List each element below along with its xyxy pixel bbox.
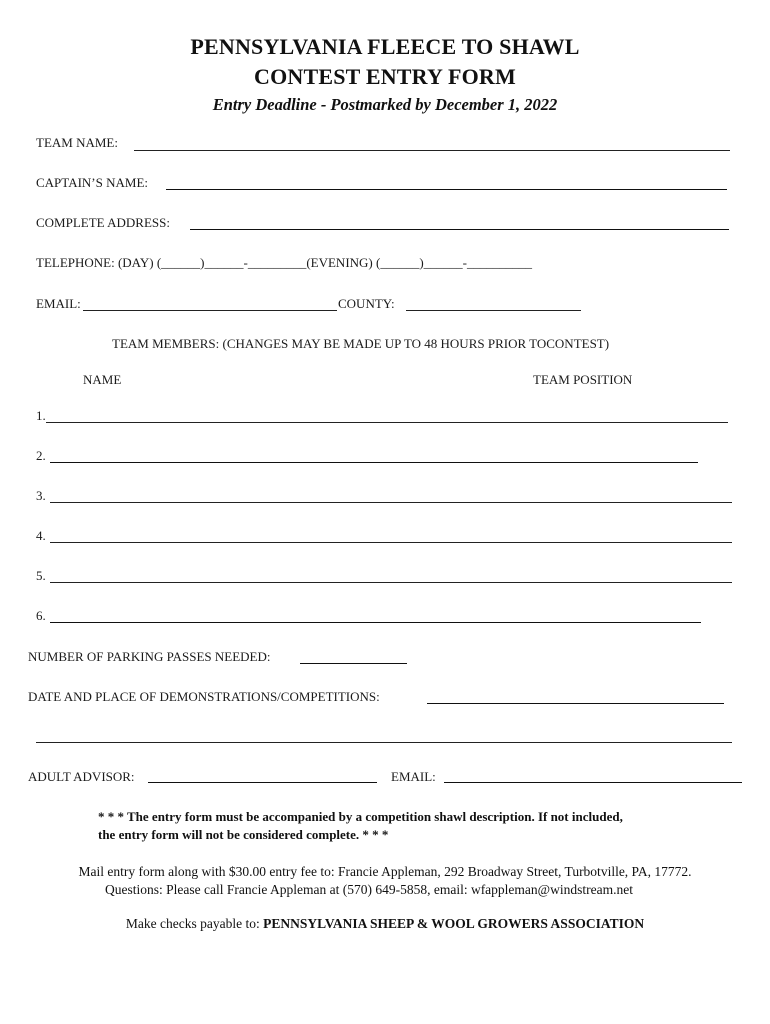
shawl-description-note-line1: * * * The entry form must be accompanied by a competition shawl description. If not included, (98, 809, 623, 824)
adult-advisor-label: ADULT ADVISOR: (28, 769, 135, 784)
date-place-field-continued[interactable] (36, 742, 732, 743)
member-row-field[interactable] (50, 502, 732, 503)
county-field[interactable] (406, 310, 581, 311)
captain-name-label: CAPTAIN’S NAME: (36, 175, 148, 190)
member-row-number: 2. (36, 448, 46, 463)
advisor-email-field[interactable] (444, 782, 742, 783)
date-place-field[interactable] (427, 703, 724, 704)
complete-address-field[interactable] (190, 229, 729, 230)
team-name-label: TEAM NAME: (36, 135, 118, 150)
member-row-number: 1. (36, 408, 46, 423)
member-row-field[interactable] (50, 542, 732, 543)
member-row-number: 4. (36, 528, 46, 543)
complete-address-label: COMPLETE ADDRESS: (36, 215, 170, 230)
shawl-description-note-line2: the entry form will not be considered complete. * * * (98, 827, 389, 842)
checks-payee: PENNSYLVANIA SHEEP & WOOL GROWERS ASSOCIATION (263, 916, 645, 931)
team-members-heading: TEAM MEMBERS: (CHANGES MAY BE MADE UP TO 48 HOURS PRIOR TOCONTEST) (112, 336, 610, 351)
entry-deadline: Entry Deadline - Postmarked by December 1, 2022 (212, 95, 558, 114)
member-row-number: 6. (36, 608, 46, 623)
questions-contact: Questions: Please call Francie Appleman at (570) 649-5858, email: wfappleman@windstream.net (105, 882, 633, 897)
member-row-number: 3. (36, 488, 46, 503)
checks-payable (0, 916, 770, 932)
parking-passes-label: NUMBER OF PARKING PASSES NEEDED: (28, 649, 271, 664)
column-name-heading: NAME (83, 372, 122, 387)
email-field[interactable] (83, 310, 337, 311)
telephone-field[interactable]: TELEPHONE: (DAY) (______)______-_________(EVENING) (______)______-__________ (36, 255, 532, 270)
form-title-line1: PENNSYLVANIA FLEECE TO SHAWL (190, 34, 580, 59)
member-row-field[interactable] (46, 422, 728, 423)
parking-passes-field[interactable] (300, 663, 407, 664)
team-name-field[interactable] (134, 150, 730, 151)
county-label: COUNTY: (338, 296, 395, 311)
captain-name-field[interactable] (166, 189, 727, 190)
advisor-email-label: EMAIL: (391, 769, 436, 784)
member-row-field[interactable] (50, 582, 732, 583)
adult-advisor-field[interactable] (148, 782, 377, 783)
date-place-label: DATE AND PLACE OF DEMONSTRATIONS/COMPETITIONS: (28, 689, 380, 704)
member-row-field[interactable] (50, 462, 698, 463)
column-position-heading: TEAM POSITION (533, 372, 633, 387)
member-row-number: 5. (36, 568, 46, 583)
mail-instructions: Mail entry form along with $30.00 entry fee to: Francie Appleman, 292 Broadway Street, Turbotville, PA, 17772. (78, 864, 692, 879)
member-row-field[interactable] (50, 622, 701, 623)
email-label: EMAIL: (36, 296, 81, 311)
checks-payable-prefix: Make checks payable to: (125, 916, 264, 931)
form-title-line2: CONTEST ENTRY FORM (254, 64, 516, 89)
